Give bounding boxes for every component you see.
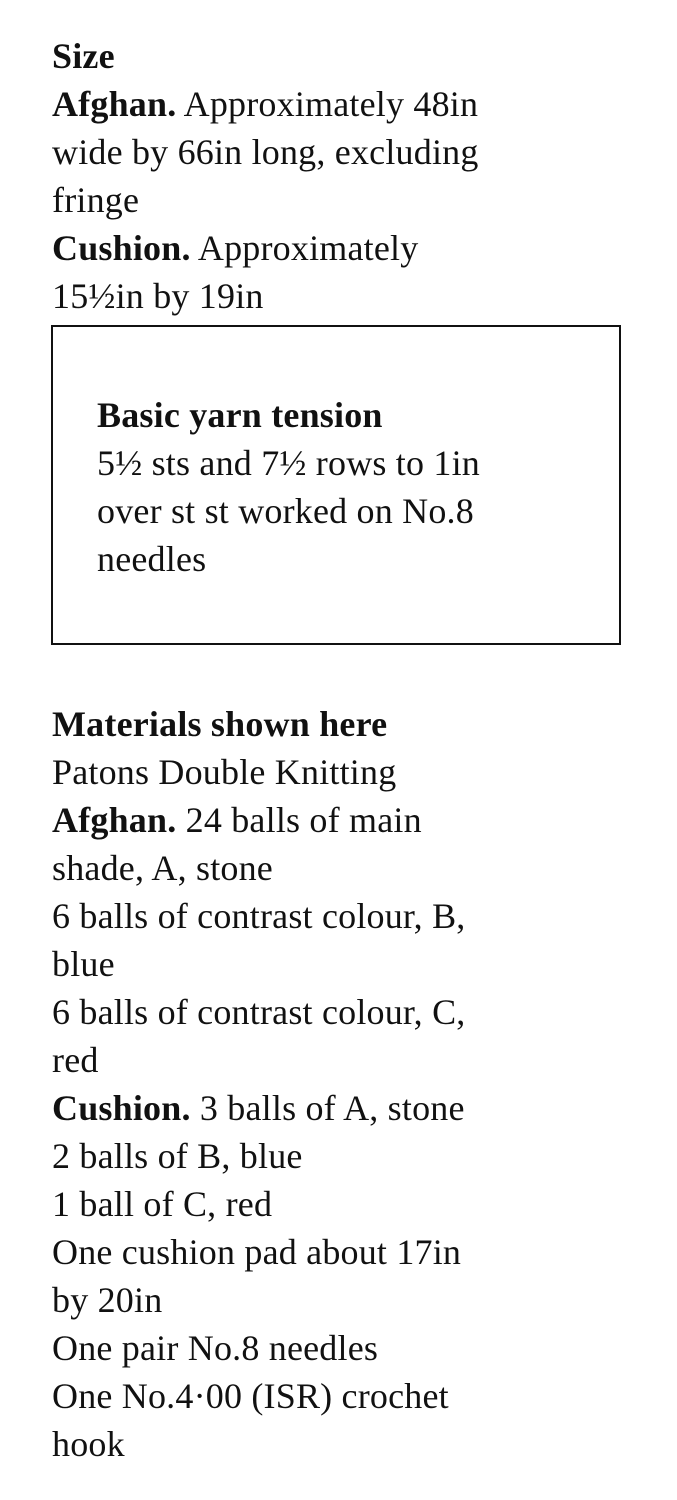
afghan-size-line-2: wide by 66in long, excluding [52, 132, 479, 172]
materials-line: 2 balls of B, blue [52, 1136, 303, 1176]
materials-line: shade, A, stone [52, 848, 273, 888]
cushion-label: Cushion. [52, 228, 191, 268]
cushion-size-text: Approximately [190, 228, 419, 268]
tension-box [51, 325, 621, 645]
materials-line: One No.4·00 (ISR) crochet [52, 1376, 449, 1416]
afghan-size-text: Approximately 48in [176, 84, 479, 124]
materials-line: hook [52, 1424, 125, 1464]
tension-line: needles [97, 539, 207, 579]
materials-heading: Materials shown here [52, 704, 388, 744]
tension-line: over st st worked on No.8 [97, 491, 474, 531]
tension-box-content [97, 391, 617, 583]
afghan-label: Afghan. [52, 84, 177, 124]
size-section [52, 32, 652, 320]
afghan-size-line [52, 80, 652, 128]
cushion-materials-label: Cushion. [52, 1088, 191, 1128]
cushion-size-line-2: 15½in by 19in [52, 276, 264, 316]
materials-line: red [52, 1040, 99, 1080]
cushion-size-line [52, 224, 652, 272]
cushion-materials-text: 3 balls of A, stone [190, 1088, 465, 1128]
yarn-line: Patons Double Knitting [52, 752, 397, 792]
materials-section [52, 700, 652, 1468]
afghan-materials-label: Afghan. [52, 800, 177, 840]
materials-line: blue [52, 944, 115, 984]
cushion-materials-line [52, 1084, 652, 1132]
tension-heading: Basic yarn tension [97, 395, 383, 435]
afghan-materials-line [52, 796, 652, 844]
materials-line: by 20in [52, 1280, 163, 1320]
materials-line: One cushion pad about 17in [52, 1232, 462, 1272]
materials-line: 6 balls of contrast colour, B, [52, 896, 466, 936]
materials-line: 1 ball of C, red [52, 1184, 273, 1224]
size-heading: Size [52, 36, 115, 76]
materials-line: One pair No.8 needles [52, 1328, 379, 1368]
tension-line: 5½ sts and 7½ rows to 1in [97, 443, 480, 483]
afghan-size-line-3: fringe [52, 180, 140, 220]
materials-line: 6 balls of contrast colour, C, [52, 992, 466, 1032]
afghan-materials-text: 24 balls of main [176, 800, 422, 840]
